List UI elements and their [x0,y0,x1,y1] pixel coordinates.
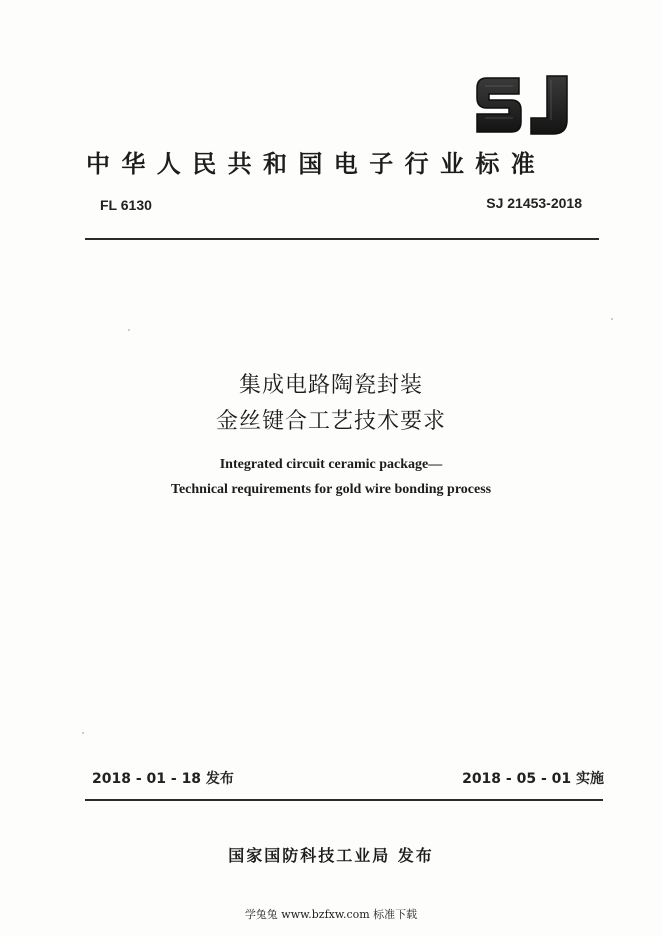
publisher: 国家国防科技工业局 发布 [228,846,434,865]
standard-number: SJ 21453-2018 [486,195,582,211]
download-watermark: 学兔兔 www.bzfxw.com 标准下载 [244,908,418,921]
implementation-date: 2018 - 05 - 01 实施 [462,771,604,787]
chinese-title-line-2: 金丝键合工艺技术要求 [215,409,446,434]
english-title-line-1: Integrated circuit ceramic package— [219,457,443,472]
scan-speck [128,329,130,331]
chinese-title-line-1: 集成电路陶瓷封装 [238,373,423,398]
issue-date: 2018 - 01 - 18 发布 [92,771,234,787]
scan-speck [611,318,613,320]
industry-standard-title: 中华人民共和国电子行业标准 [86,150,547,178]
header-rule [85,238,599,240]
english-title-line-2: Technical requirements for gold wire bonding process [170,482,492,497]
scan-speck [82,732,84,734]
classification-code: FL 6130 [100,197,152,213]
sj-logo [473,72,573,138]
footer-rule [85,799,603,801]
